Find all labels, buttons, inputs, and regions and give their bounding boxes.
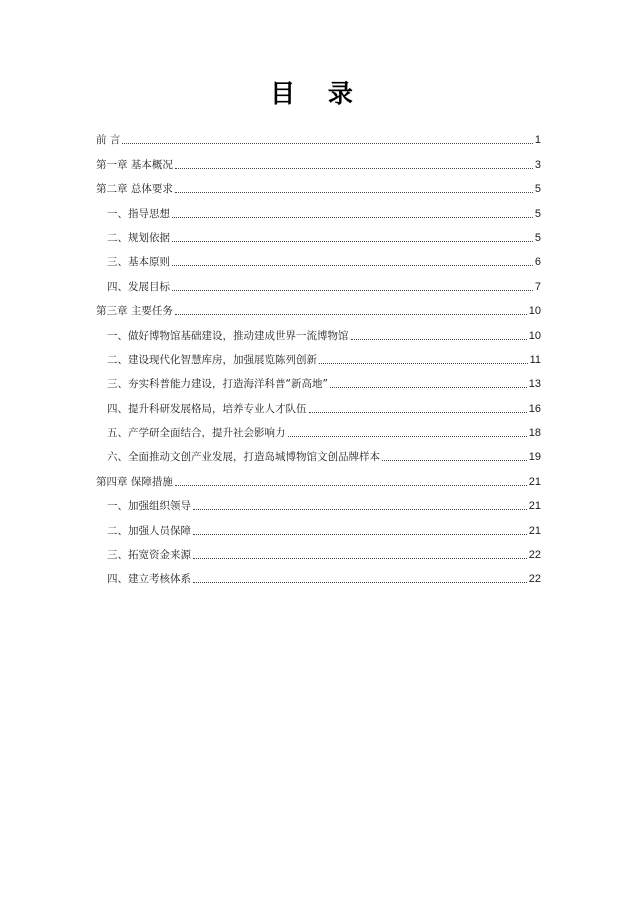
toc-entry-title: 一、做好博物馆基础建设，推动建成世界一流博物馆: [107, 329, 349, 342]
toc-entry-title: 第二章 总体要求: [96, 183, 173, 196]
toc-entry[interactable]: [96, 539, 541, 563]
toc-entry-page-number: 5: [534, 207, 541, 220]
toc-entry-page-number: 1: [534, 134, 541, 147]
toc-entry-page-number: 16: [528, 402, 541, 415]
toc-entry-title: 四、建立考核体系: [107, 573, 191, 586]
toc-entry-title: 三、拓宽资金来源: [107, 549, 191, 562]
toc-entry-page-number: 22: [528, 573, 541, 586]
toc-entry-page-number: 11: [529, 353, 541, 366]
toc-entry-page-number: 21: [528, 524, 541, 537]
dot-leader: [193, 581, 527, 583]
dot-leader: [382, 459, 527, 461]
toc-entry-title: 前 言: [96, 134, 121, 147]
toc-entry[interactable]: [96, 295, 541, 319]
toc-entry-title: 三、夯实科普能力建设，打造海洋科普“新高地”: [107, 378, 328, 391]
toc-entry-page-number: 5: [534, 183, 541, 196]
toc-entry[interactable]: [96, 368, 541, 392]
dot-leader: [175, 167, 533, 169]
toc-entry[interactable]: [96, 270, 541, 294]
toc-entry-title: 二、建设现代化智慧库房，加强展览陈列创新: [107, 353, 317, 366]
toc-entry-page-number: 21: [528, 500, 541, 513]
dot-leader: [175, 191, 533, 193]
toc-entry[interactable]: [96, 344, 541, 368]
toc-entry-title: 二、加强人员保障: [107, 524, 191, 537]
dot-leader: [319, 362, 528, 364]
dot-leader: [172, 240, 533, 242]
toc-entry-page-number: 10: [528, 305, 541, 318]
toc-entry[interactable]: [96, 392, 541, 416]
dot-leader: [172, 216, 533, 218]
toc-entry-title: 一、加强组织领导: [107, 500, 191, 513]
toc-entry[interactable]: [96, 563, 541, 587]
page-title: 目 录: [270, 79, 365, 108]
toc-entry-page-number: 5: [534, 231, 541, 244]
toc-entry[interactable]: [96, 490, 541, 514]
dot-leader: [330, 386, 527, 388]
toc-entry-title: 三、基本原则: [107, 256, 170, 269]
toc-entry-page-number: 3: [534, 158, 541, 171]
dot-leader: [309, 411, 527, 413]
toc-entry[interactable]: [96, 222, 541, 246]
toc-entry-title: 六、全面推动文创产业发展，打造岛城博物馆文创品牌样本: [107, 451, 380, 464]
toc-entry-title: 第三章 主要任务: [96, 305, 173, 318]
toc-entry-title: 四、提升科研发展格局，培养专业人才队伍: [107, 402, 307, 415]
toc-entry-page-number: 22: [528, 549, 541, 562]
toc-entry-title: 第一章 基本概况: [96, 158, 173, 171]
dot-leader: [193, 508, 527, 510]
toc-entry-title: 第四章 保障措施: [96, 475, 173, 488]
toc-entry-page-number: 19: [528, 451, 541, 464]
dot-leader: [288, 435, 527, 437]
toc-entry[interactable]: [96, 246, 541, 270]
toc-entry[interactable]: [96, 319, 541, 343]
dot-leader: [175, 484, 527, 486]
toc-entry-page-number: 21: [528, 475, 541, 488]
dot-leader: [172, 289, 533, 291]
toc-entry[interactable]: [96, 197, 541, 221]
toc-entry-title: 二、规划依据: [107, 231, 170, 244]
toc-entry-page-number: 7: [534, 280, 541, 293]
toc-entry-title: 四、发展目标: [107, 280, 170, 293]
toc-entry[interactable]: [96, 441, 541, 465]
dot-leader: [193, 557, 527, 559]
dot-leader: [172, 264, 533, 266]
toc-entry[interactable]: [96, 514, 541, 538]
toc-entry-page-number: 6: [534, 256, 541, 269]
toc-entry[interactable]: [96, 417, 541, 441]
toc-entry-page-number: 13: [528, 378, 541, 391]
dot-leader: [175, 313, 527, 315]
table-of-contents: [96, 124, 541, 587]
toc-entry[interactable]: [96, 148, 541, 172]
toc-entry[interactable]: [96, 465, 541, 489]
toc-entry-page-number: 18: [528, 427, 541, 440]
toc-entry-title: 五、产学研全面结合，提升社会影响力: [107, 427, 286, 440]
dot-leader: [193, 533, 527, 535]
toc-entry-title: 一、指导思想: [107, 207, 170, 220]
dot-leader: [122, 142, 533, 144]
toc-entry[interactable]: [96, 124, 541, 148]
dot-leader: [351, 338, 527, 340]
toc-entry[interactable]: [96, 173, 541, 197]
toc-entry-page-number: 10: [528, 329, 541, 342]
